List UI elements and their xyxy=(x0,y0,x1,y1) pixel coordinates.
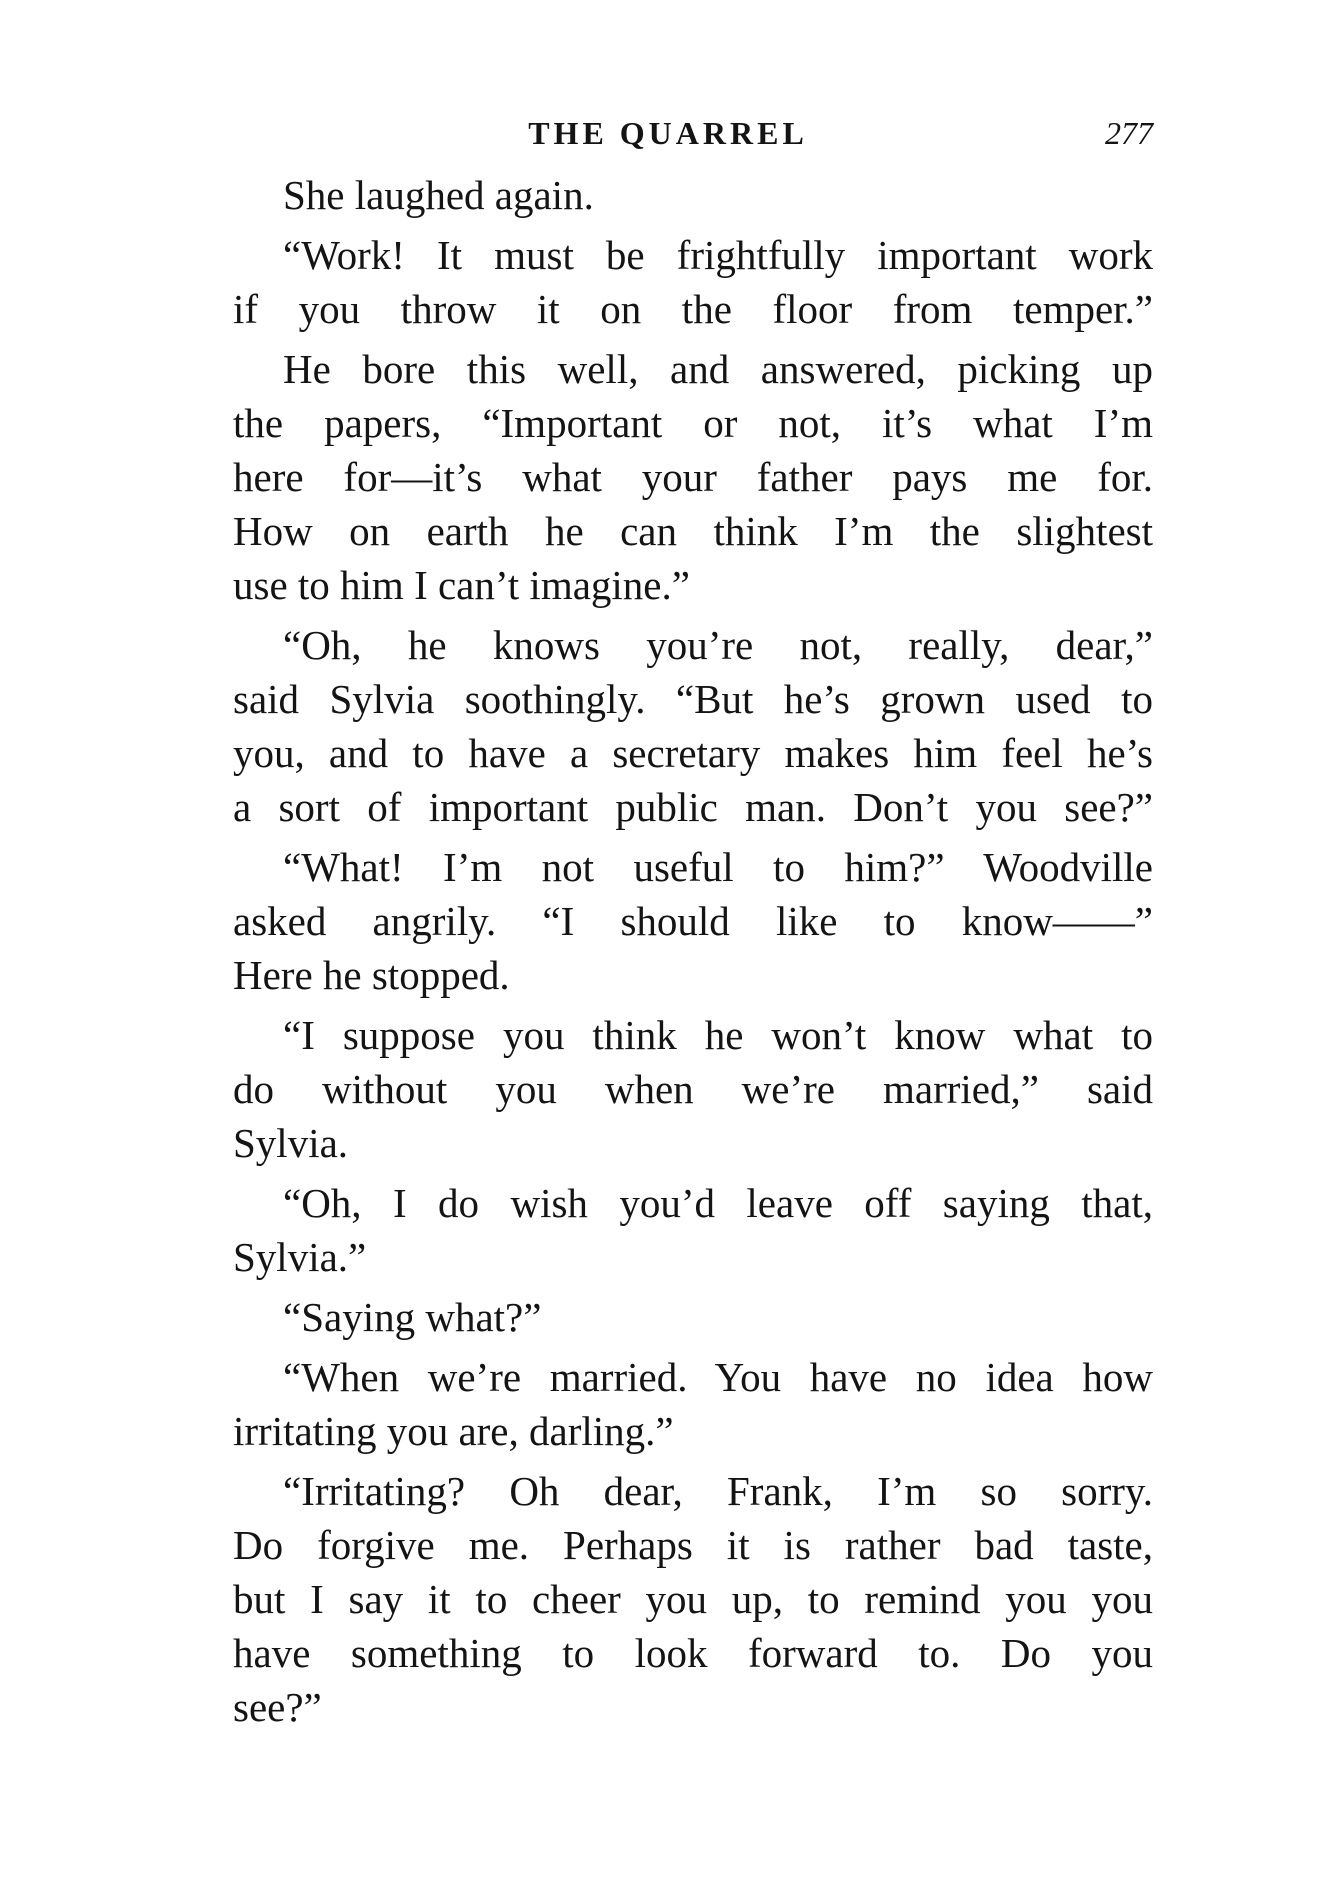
paragraph xyxy=(183,168,1153,222)
text-line: “Oh, he knows you’re not, really, dear,” xyxy=(283,622,1153,668)
running-title: THE QUARREL xyxy=(528,115,808,151)
body-text xyxy=(183,168,1153,1740)
text-line: She laughed again. xyxy=(283,172,594,218)
text-line: “I suppose you think he won’t know what to xyxy=(283,1012,1153,1058)
text-line: Sylvia.” xyxy=(233,1234,367,1280)
text-line: “Work! It must be frightfully important work xyxy=(283,232,1153,278)
text-line: “What! I’m not useful to him?” Woodville xyxy=(283,844,1153,890)
text-line: Do forgive me. Perhaps it is rather bad taste, xyxy=(233,1522,1153,1568)
running-head xyxy=(183,108,1153,158)
text-line: irritating you are, darling.” xyxy=(233,1408,674,1454)
page-number: 277 xyxy=(1105,115,1153,151)
text-line: asked angrily. “I should like to know——” xyxy=(233,898,1153,944)
text-line: but I say it to cheer you up, to remind you you xyxy=(233,1576,1153,1622)
text-line: a sort of important public man. Don’t you see?” xyxy=(233,784,1153,830)
text-line: have something to look forward to. Do you xyxy=(233,1630,1153,1676)
text-line: He bore this well, and answered, picking up xyxy=(283,346,1153,392)
paragraph xyxy=(183,1464,1153,1734)
text-line: Here he stopped. xyxy=(233,952,510,998)
paragraph xyxy=(183,1290,1153,1344)
text-line: here for—it’s what your father pays me for. xyxy=(233,454,1153,500)
paragraph xyxy=(183,1350,1153,1458)
paragraph xyxy=(183,1176,1153,1284)
text-line: see?” xyxy=(233,1684,322,1730)
text-line: “Oh, I do wish you’d leave off saying that, xyxy=(283,1180,1153,1226)
text-line: if you throw it on the floor from temper.” xyxy=(233,286,1153,332)
paragraph xyxy=(183,840,1153,1002)
text-line: you, and to have a secretary makes him feel he’s xyxy=(233,730,1153,776)
text-line: do without you when we’re married,” said xyxy=(233,1066,1153,1112)
text-line: How on earth he can think I’m the slightest xyxy=(233,508,1153,554)
paragraph xyxy=(183,618,1153,834)
text-line: Sylvia. xyxy=(233,1120,349,1166)
text-line: said Sylvia soothingly. “But he’s grown used to xyxy=(233,676,1153,722)
text-line: “Irritating? Oh dear, Frank, I’m so sorry. xyxy=(283,1468,1153,1514)
paragraph xyxy=(183,1008,1153,1170)
paragraph xyxy=(183,342,1153,612)
text-line: the papers, “Important or not, it’s what I’m xyxy=(233,400,1153,446)
paragraph xyxy=(183,228,1153,336)
text-line: use to him I can’t imagine.” xyxy=(233,562,690,608)
text-line: “When we’re married. You have no idea how xyxy=(283,1354,1153,1400)
text-line: “Saying what?” xyxy=(283,1294,542,1340)
